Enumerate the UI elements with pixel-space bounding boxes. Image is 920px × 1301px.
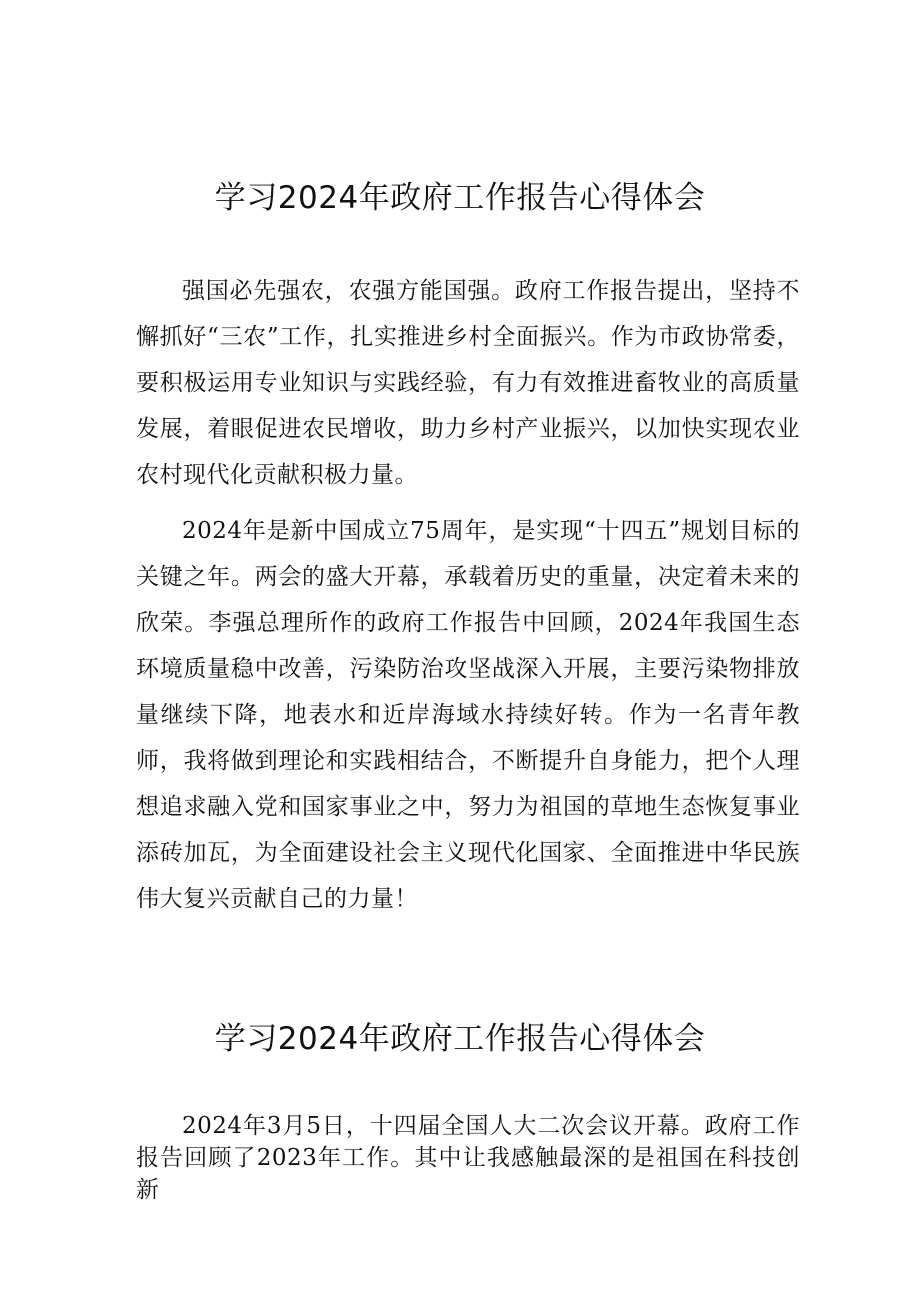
- section-1-title: 学习2024年政府工作报告心得体会: [214, 180, 706, 216]
- section-1-paragraph-1: 强国必先强农，农强方能国强。政府工作报告提出，坚持不懈抓好“三农”工作，扎实推进乡村全面振兴。作为市政协常委，要积极运用专业知识与实践经验，有力有效推进畜牧业的高质量发展，着眼促进农民增收，助力乡村产业振兴，以加快实现农业农村现代化贡献积极力量。: [136, 278, 800, 488]
- section-2-paragraph-1: 2024年3月5日，十四届全国人大二次会议开幕。政府工作报告回顾了2023年工作。其中让我感触最深的是祖国在科技创新: [136, 1113, 800, 1203]
- section-2-title: 学习2024年政府工作报告心得体会: [214, 1021, 706, 1057]
- section-1-paragraph-2: 2024年是新中国成立75周年，是实现“十四五”规划目标的关键之年。两会的盛大开幕，承载着历史的重量，决定着未来的欣荣。李强总理所作的政府工作报告中回顾，2024年我国生态环境质量稳中改善，污染防治攻坚战深入开展，主要污染物排放量继续下降，地表水和近岸海域水持续好转。作为一名青年教师，我将做到理论和实践相结合，不断提升自身能力，把个人理想追求融入党和国家事业之中，努力为祖国的草地生态恢复事业添砖加瓦，为全面建设社会主义现代化国家、全面推进中华民族伟大复兴贡献自己的力量！: [136, 518, 800, 912]
